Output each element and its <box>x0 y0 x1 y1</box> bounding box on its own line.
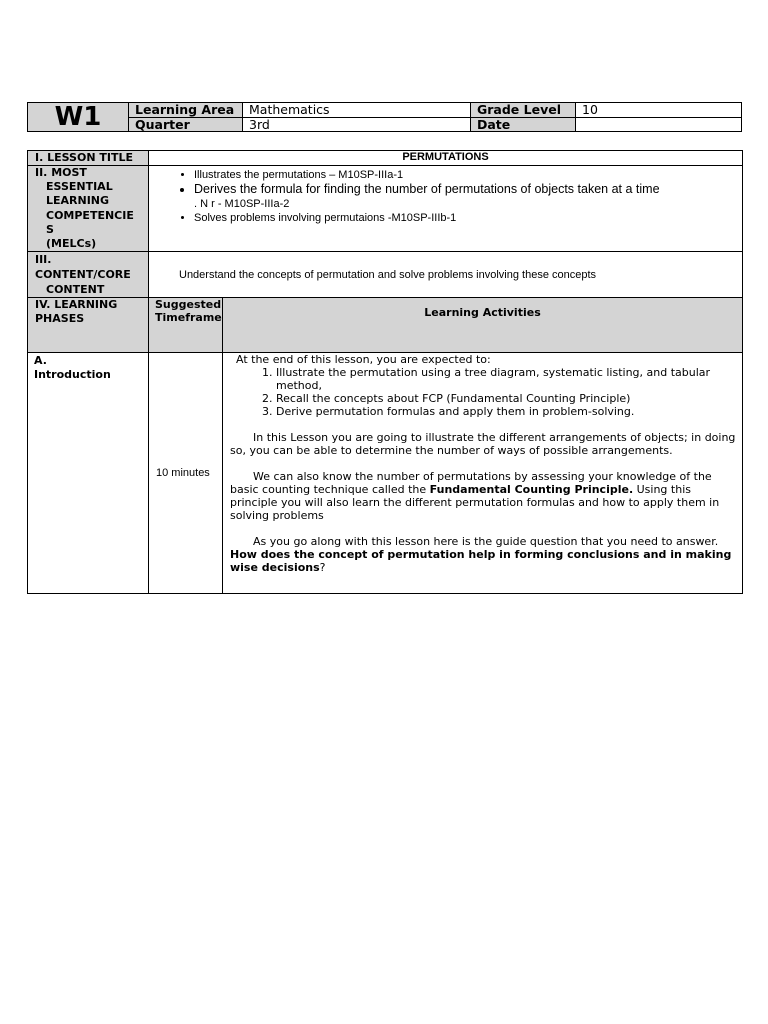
week-label: W1 <box>28 103 129 132</box>
header-table <box>27 102 742 132</box>
introduction-phase-label: A. Introduction <box>28 353 149 594</box>
learning-area-label: Learning Area <box>129 103 243 118</box>
melcs-label-line: LEARNING <box>46 194 110 208</box>
melcs-label <box>28 166 149 252</box>
learning-phases-label-line: PHASES <box>35 312 85 326</box>
date-value <box>576 117 742 132</box>
quarter-value: 3rd <box>243 117 471 132</box>
learning-activities-header: Learning Activities <box>223 298 743 353</box>
objective-item: 1. Illustrate the permutation using a tree diagram, systematic listing, and tabular method, <box>276 366 739 392</box>
melc-item: • Derives the formula for finding the number of permutations of objects taken at a time . N r - M10SP-IIIa-2 <box>194 182 742 211</box>
fcp-term: Fundamental Counting Principle. <box>429 483 634 497</box>
melcs-list-cell <box>149 166 743 252</box>
melcs-label-line: ESSENTIAL <box>46 180 113 194</box>
grade-level-label: Grade Level <box>471 103 576 118</box>
melc-item: • Solves problems involving permutaions -M10SP-IIIb-1 <box>194 211 742 225</box>
objectives-list <box>230 366 739 418</box>
lesson-title-label: I. LESSON TITLE <box>28 151 149 166</box>
content-value: Understand the concepts of permutation and solve problems involving these concepts <box>149 252 743 298</box>
learning-phases-label-line: IV. LEARNING <box>35 298 118 312</box>
learning-phases-header <box>28 298 149 353</box>
paragraph: In this Lesson you are going to illustrate the different arrangements of objects; in doing so, you can be able to determine the number of ways of possible arrangements. <box>230 431 736 458</box>
lesson-title-value: PERMUTATIONS <box>149 151 743 166</box>
learning-area-value: Mathematics <box>243 103 471 118</box>
melcs-label-line: (MELCs) <box>46 237 97 251</box>
paragraph: We can also know the number of permutations by assessing your knowledge of the basic counting technique called the Fundamental Counting Principle. Using this principle you will also learn the different permutation formulas and how to apply them in solving problems <box>230 470 720 523</box>
paragraph: As you go along with this lesson here is the guide question that you need to answer. <box>253 535 719 549</box>
melcs-list <box>149 168 742 225</box>
objectives-intro: At the end of this lesson, you are expected to: <box>236 353 491 367</box>
quarter-label: Quarter <box>129 117 243 132</box>
timeframe-header: Suggested Timeframe <box>149 298 223 353</box>
melc-item-code: . N r - M10SP-IIIa-2 <box>194 198 290 210</box>
guide-question: How does the concept of permutation help in forming conclusions and in making wise decisions? <box>230 548 732 575</box>
melc-item: • Illustrates the permutations – M10SP-IIIa-1 <box>194 168 742 182</box>
objective-item: 2. Recall the concepts about FCP (Fundamental Counting Principle) <box>276 392 739 405</box>
melcs-label-line: II. MOST <box>35 166 87 179</box>
content-label <box>28 252 149 298</box>
introduction-timeframe: 10 minutes <box>149 353 223 594</box>
melcs-label-line: S <box>46 222 54 236</box>
date-label: Date <box>471 117 576 132</box>
grade-level-value: 10 <box>576 103 742 118</box>
melcs-label-line: COMPETENCIE <box>46 208 134 222</box>
content-label-line: III. CONTENT/CORE <box>35 253 131 282</box>
objective-item: 3. Derive permutation formulas and apply them in problem-solving. <box>276 405 739 418</box>
content-label-line: CONTENT <box>46 283 105 297</box>
lesson-table <box>27 150 743 594</box>
introduction-activities <box>223 353 743 594</box>
